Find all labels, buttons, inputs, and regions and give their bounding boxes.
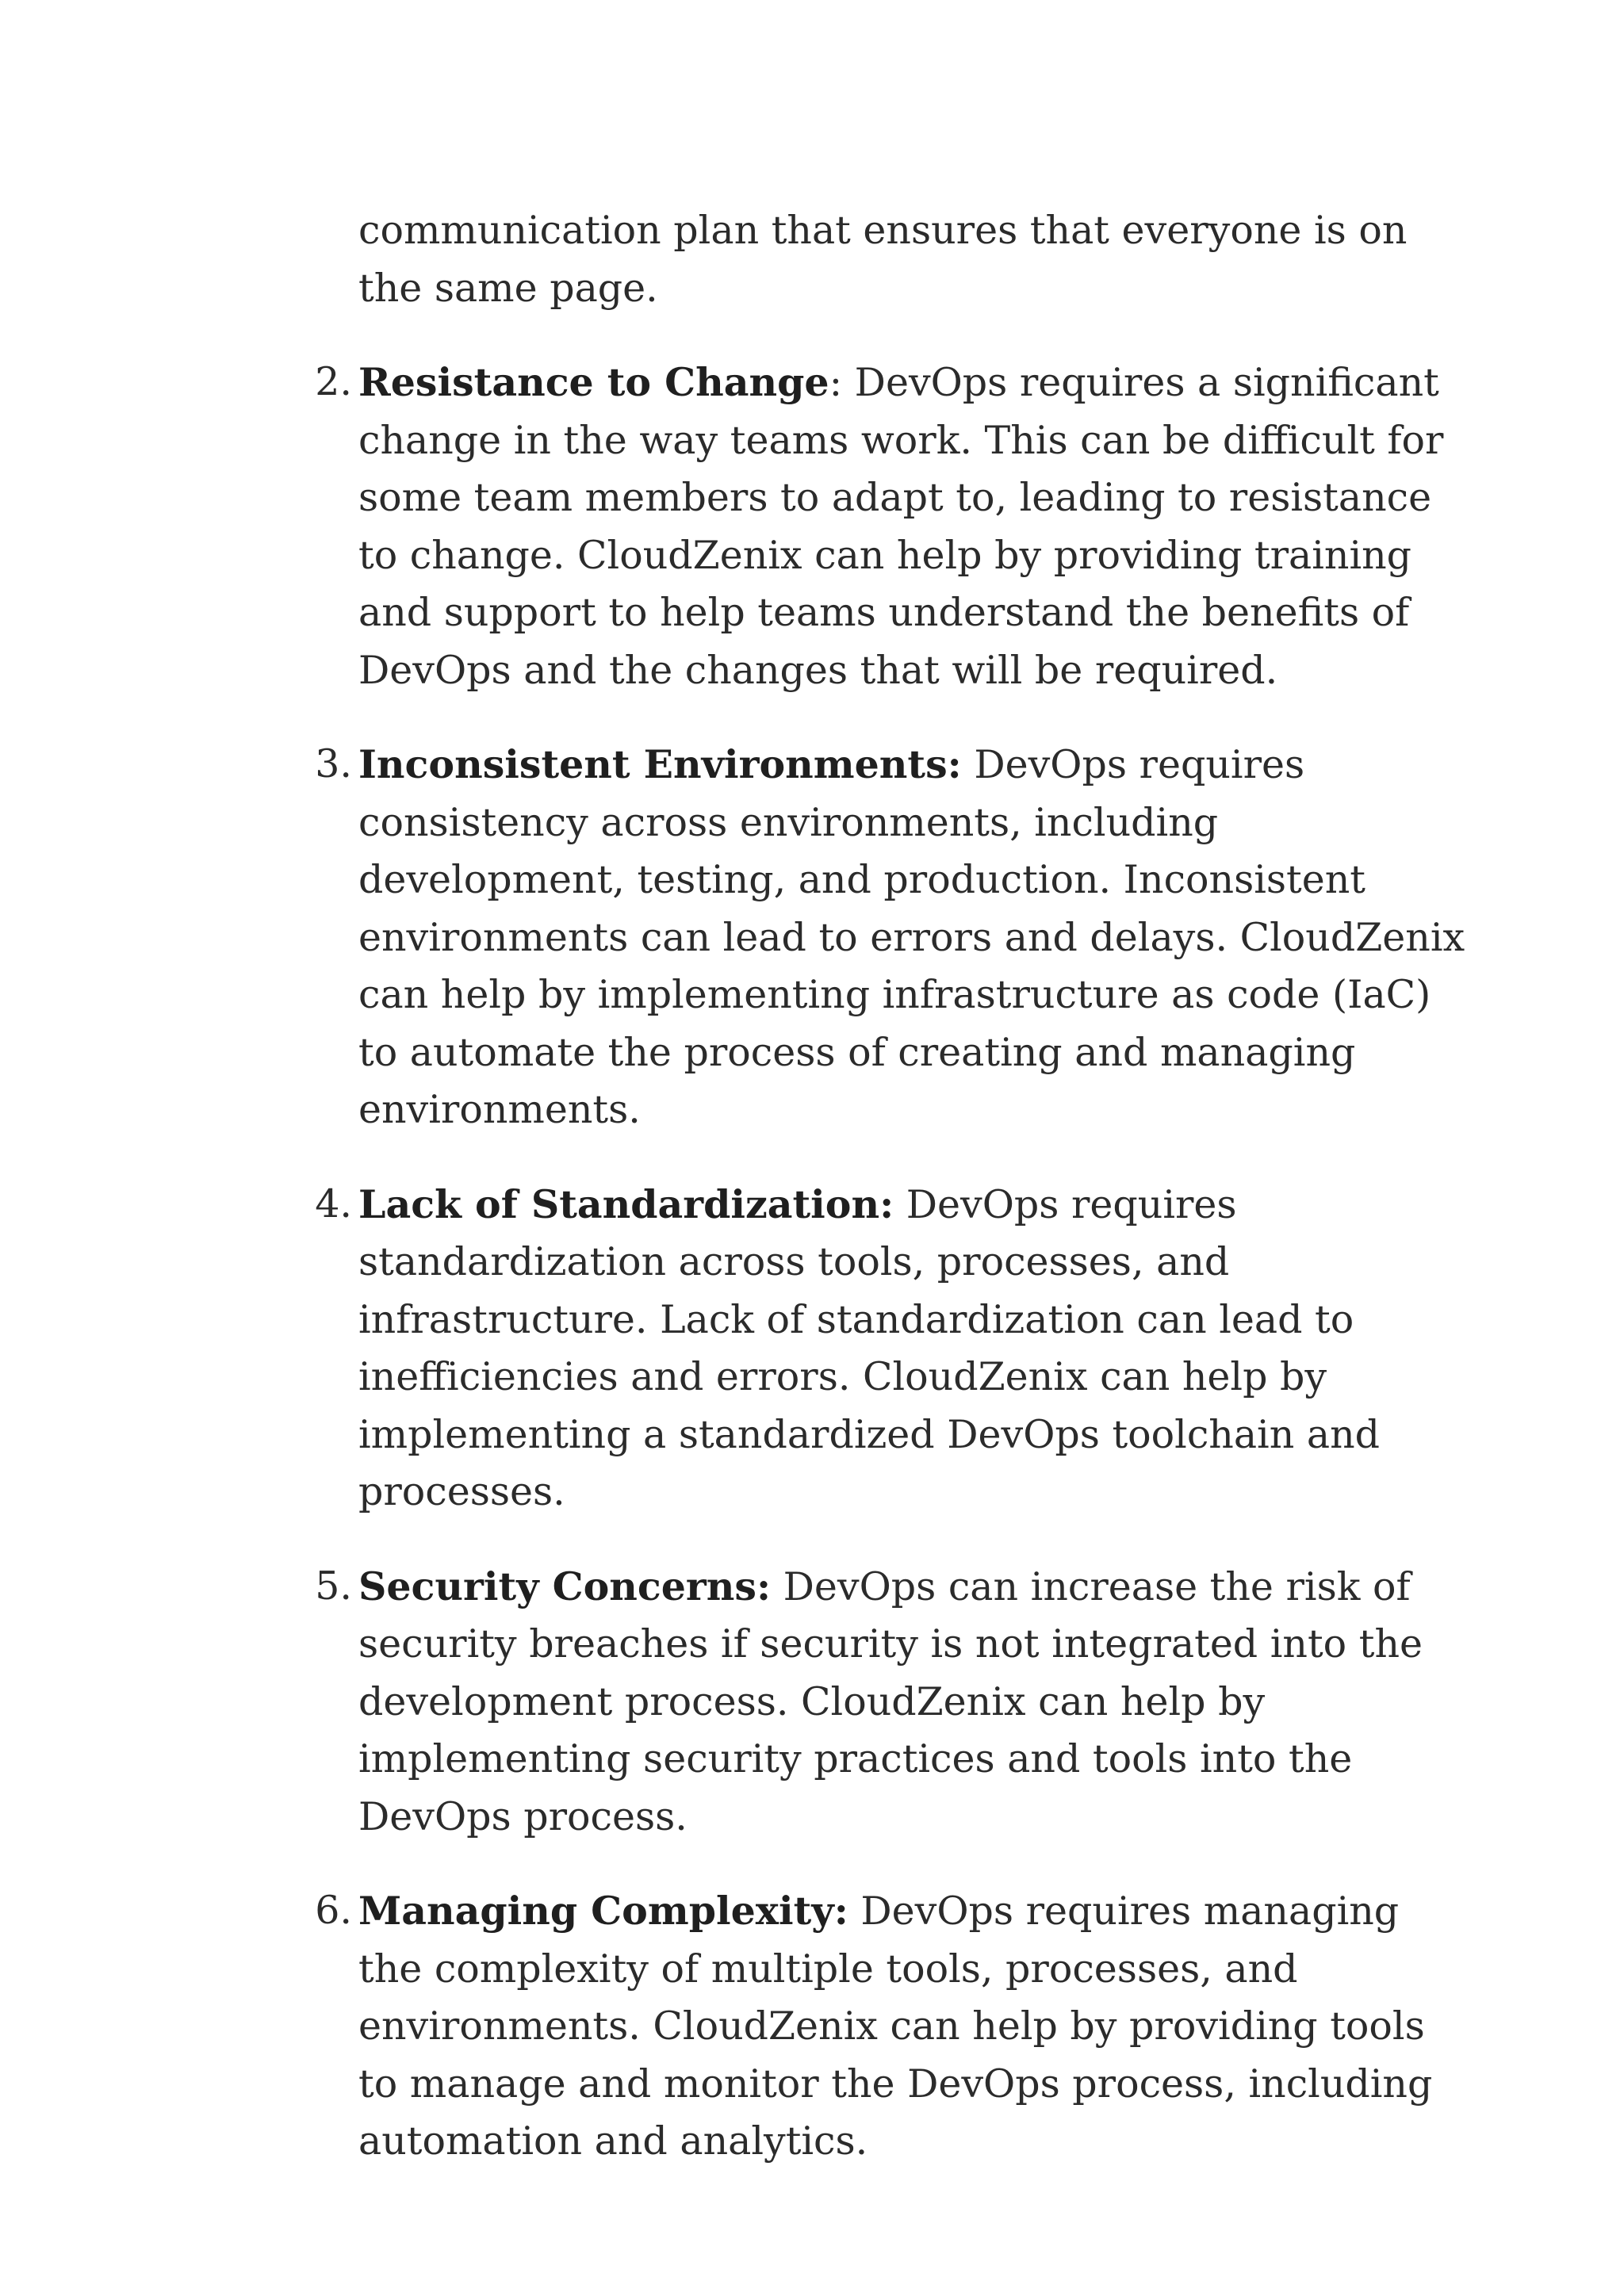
list-item <box>315 354 1469 699</box>
list-item-text: DevOps can increase the risk of security breaches if security is not integrated into the development process. CloudZenix can help by implementing security practices and tools into the DevOps process. <box>358 1563 1423 1839</box>
document-body <box>315 202 1469 2207</box>
list-item <box>315 1176 1469 1521</box>
list-item-number: 2. <box>315 359 352 404</box>
carryover-paragraph: communication plan that ensures that everyone is on the same page. <box>358 208 1408 311</box>
list-item-number: 3. <box>315 741 352 786</box>
list-item-text: DevOps requires consistency across environments, including development, testing, and production. Inconsistent environments can lead to errors and delays. CloudZenix can help by implementing infrastructure as code (IaC) to automate the process of creating and managing environments. <box>358 742 1465 1132</box>
list-item-term: Resistance to Change <box>358 359 829 405</box>
list-item-term: Security Concerns: <box>358 1563 772 1609</box>
list-item-term: Lack of Standardization: <box>358 1181 894 1227</box>
list-item-text: DevOps requires standardization across tools, processes, and infrastructure. Lack of standardization can lead to inefficiencies and errors. CloudZenix can help by implementing a standardized DevOps toolchain and processes. <box>358 1181 1380 1514</box>
list-item-number: 6. <box>315 1888 352 1933</box>
list-item-number: 4. <box>315 1181 352 1226</box>
list-item <box>315 736 1469 1139</box>
list-item-term: Inconsistent Environments: <box>358 741 962 787</box>
list-item-number: 5. <box>315 1563 352 1609</box>
list-item-term: Managing Complexity: <box>358 1888 848 1934</box>
list-item <box>315 1558 1469 1846</box>
list-item-text: DevOps requires managing the complexity of multiple tools, processes, and environments. CloudZenix can help by providing tools to manage and monitor the DevOps process, including automation and analytics. <box>358 1888 1433 2164</box>
list-item-text: : DevOps requires a significant change in the way teams work. This can be difficult for some team members to adapt to, leading to resistance to change. CloudZenix can help by providing training and support to help teams understand the benefits of DevOps and the changes that will be required. <box>358 360 1444 693</box>
list-item <box>315 1882 1469 2171</box>
